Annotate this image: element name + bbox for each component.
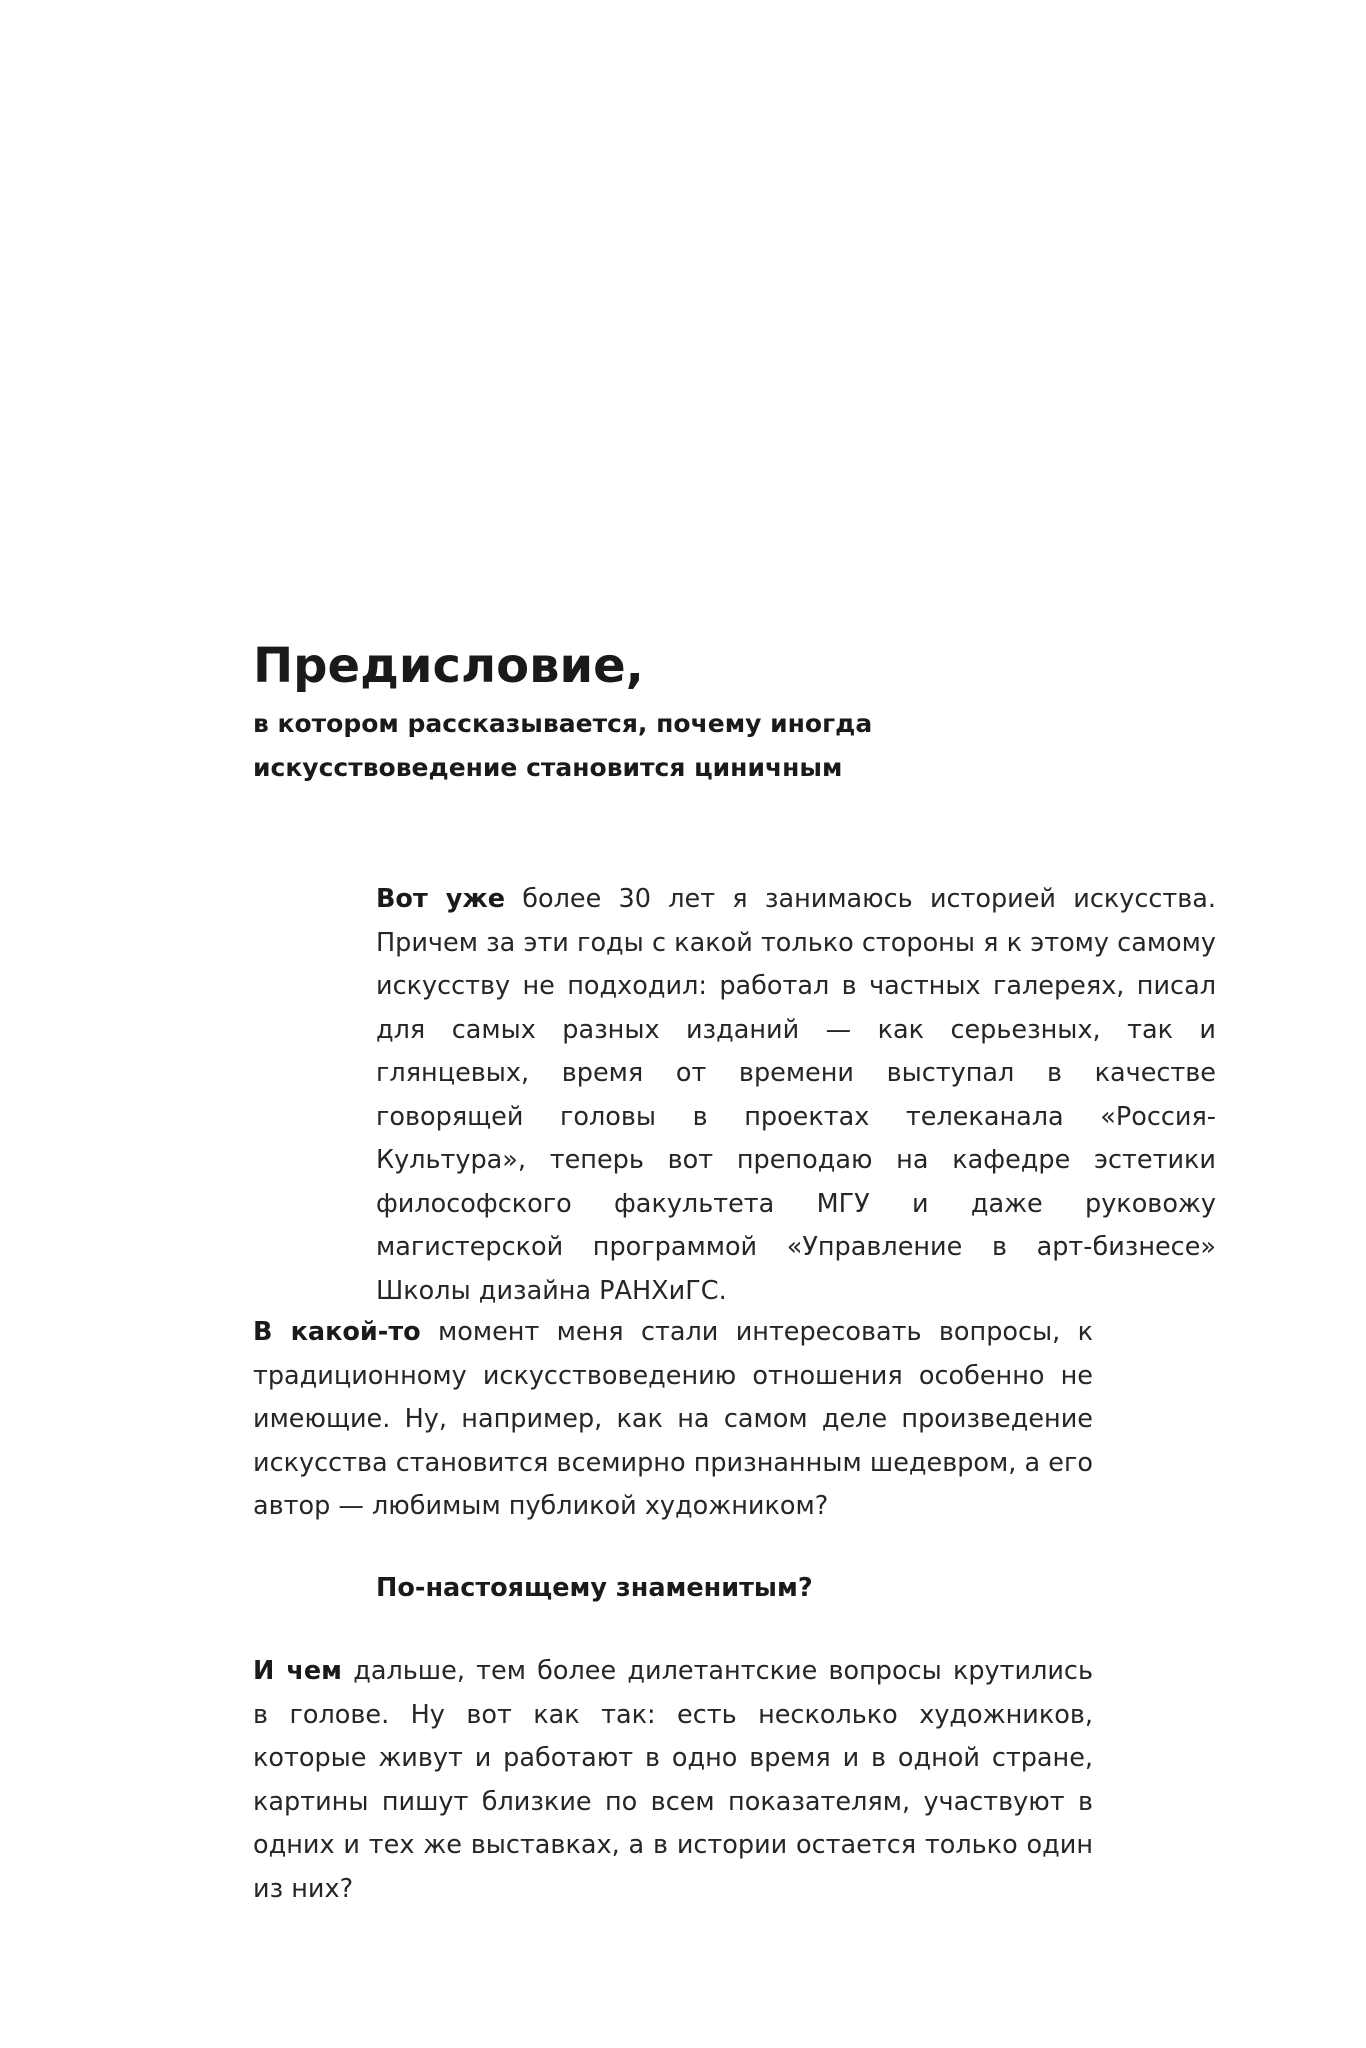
paragraph-2-lead: В какой-то — [253, 1317, 421, 1347]
paragraph-3 — [253, 1650, 1093, 1911]
paragraph-1-lead: Вот уже — [376, 884, 506, 914]
paragraph-3-lead: И чем — [253, 1656, 342, 1686]
section-subhead: По-настоящему знаменитым? — [376, 1573, 813, 1603]
chapter-subtitle: в котором рассказывается, почему иногда искусствоведение становится циничным — [253, 709, 873, 782]
chapter-heading — [253, 636, 1153, 790]
chapter-title: Предисловие, — [253, 638, 644, 694]
paragraph-2 — [253, 1311, 1093, 1529]
paragraph-3-text: дальше, тем более дилетантские вопросы крутились в голове. Ну вот как так: есть несколько художников, которые живут и работают в одно время и в одной стране, картины пишут близкие по всем показателям, участвуют в одних и тех же выставках, а в истории остается только один из них? — [253, 1656, 1093, 1904]
paragraph-1-text: более 30 лет я занимаюсь историей искусства. Причем за эти годы с какой только стороны я к этому самому искусству не подходил: работал в частных галереях, писал для самых разных изданий — как серьезных, так и глянцевых, время от времени выступал в качестве говорящей головы в проектах телеканала «Россия-Культура», теперь вот преподаю на кафедре эстетики философского факультета МГУ и даже руковожу магистерской программой «Управление в арт-бизнесе» Школы дизайна РАНХиГС. — [376, 884, 1216, 1306]
paragraph-1 — [376, 878, 1216, 1313]
paragraph-2-text: момент меня стали интересовать вопросы, к традиционному искусствоведению отношения особенно не имеющие. Ну, например, как на самом деле произведение искусства становится всемирно признанным шедевром, а его автор — любимым публикой художником? — [253, 1317, 1094, 1521]
